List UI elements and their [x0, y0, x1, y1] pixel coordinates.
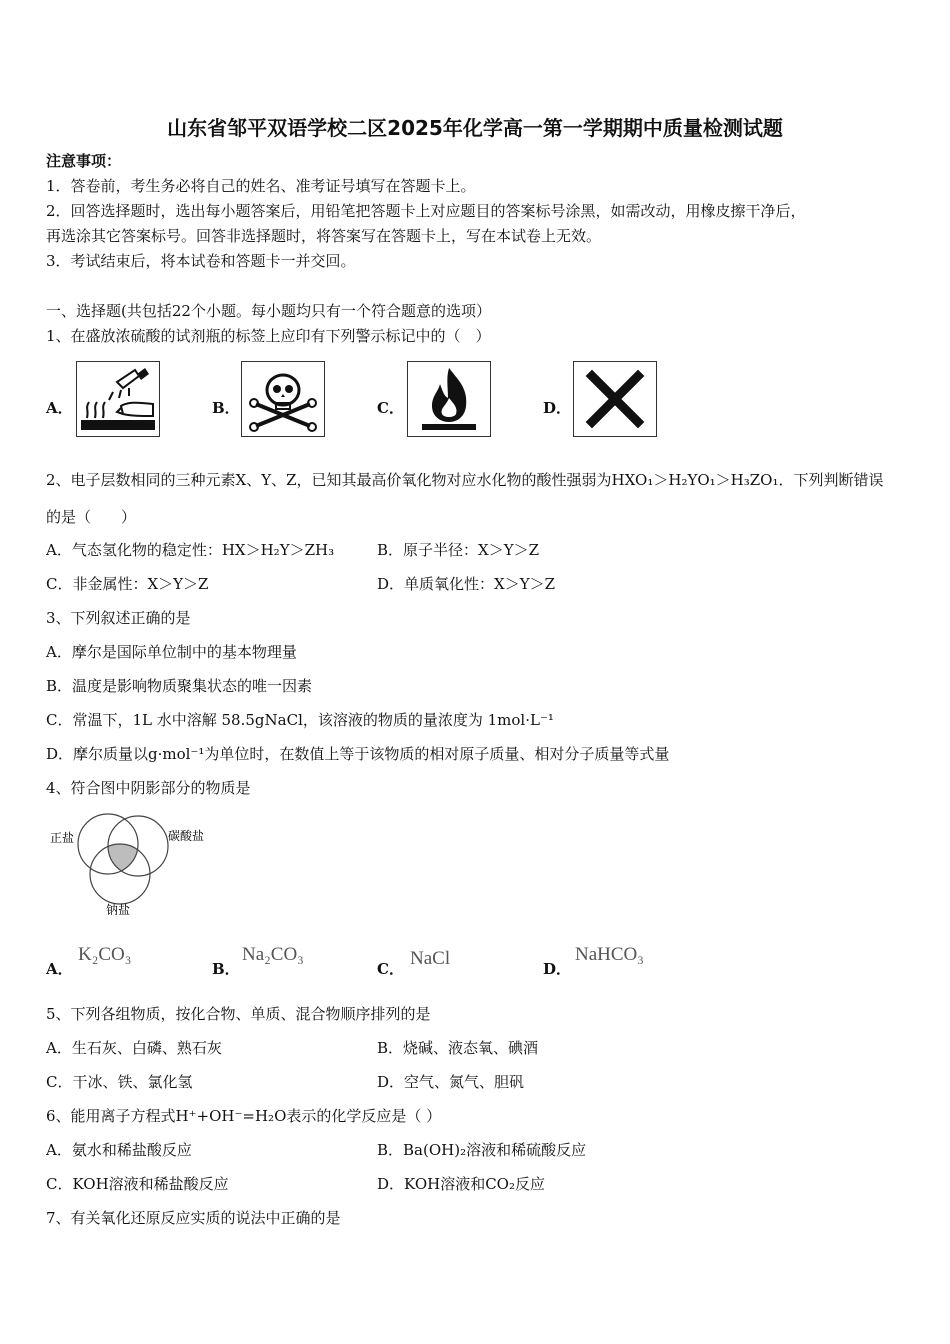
q4-option-a-label: A． [46, 960, 73, 978]
notice-item-1: 1．答卷前，考生务必将自己的姓名、准考证号填写在答题卡上。 [46, 177, 476, 195]
question-1-stem: 1、在盛放浓硫酸的试剂瓶的标签上应印有下列警示标记中的（ ） [46, 327, 491, 345]
venn-diagram-svg [46, 810, 216, 920]
q1-option-d-label: D． [543, 399, 572, 417]
q2-option-b: B．原子半径：X＞Y＞Z [377, 541, 540, 559]
question-2-stem-a: 2、电子层数相同的三种元素X、Y、Z，已知其最高价氧化物对应水化物的酸性强弱为HXO₁＞H₂YO₁＞H₃ZO₁．下列判断错误 [46, 471, 884, 489]
cross-icon [574, 362, 656, 436]
q4-option-d-label: D． [543, 960, 572, 978]
q5-option-d: D．空气、氮气、胆矾 [377, 1073, 525, 1091]
q4-option-b: Na₂CO₃ [242, 944, 304, 965]
q6-option-b: B．Ba(OH)₂溶液和稀硫酸反应 [377, 1141, 587, 1159]
venn-label-bottom: 钠盐 [106, 903, 131, 917]
notice-item-2b: 再选涂其它答案标号。回答非选择题时，将答案写在答题卡上，写在本试卷上无效。 [46, 227, 602, 245]
q3-option-a: A．摩尔是国际单位制中的基本物理量 [46, 643, 297, 661]
question-5-stem: 5、下列各组物质，按化合物、单质、混合物顺序排列的是 [46, 1005, 431, 1023]
q2-option-c: C．非金属性：X＞Y＞Z [46, 575, 209, 593]
venn-diagram [46, 810, 216, 920]
q1-option-a-image [76, 361, 160, 437]
q1-option-c-image [407, 361, 491, 437]
q5-option-b: B．烧碱、液态氧、碘酒 [377, 1039, 539, 1057]
q4-option-a: K₂CO₃ [78, 944, 132, 965]
venn-label-left: 正盐 [50, 831, 75, 845]
q6-option-c: C．KOH溶液和稀盐酸反应 [46, 1175, 229, 1193]
corrosive-icon [77, 362, 159, 436]
q6-option-a: A．氨水和稀盐酸反应 [46, 1141, 192, 1159]
q5-option-c: C．干冰、铁、氯化氢 [46, 1073, 193, 1091]
venn-label-right: 碳酸盐 [168, 829, 205, 843]
q6-option-d: D．KOH溶液和CO₂反应 [377, 1175, 545, 1193]
q2-option-d: D．单质氧化性：X＞Y＞Z [377, 575, 556, 593]
q1-option-b-image [241, 361, 325, 437]
question-4-stem: 4、符合图中阴影部分的物质是 [46, 779, 251, 797]
q4-option-c-label: C． [377, 960, 404, 978]
q1-option-a-label: A． [46, 399, 73, 417]
question-7-stem: 7、有关氧化还原反应实质的说法中正确的是 [46, 1209, 341, 1227]
notice-item-2a: 2．回答选择题时，选出每小题答案后，用铅笔把答题卡上对应题目的答案标号涂黑，如需改动，用橡皮擦干净后， [46, 202, 806, 220]
q3-option-b: B．温度是影响物质聚集状态的唯一因素 [46, 677, 313, 695]
page-title: 山东省邹平双语学校二区2025年化学高一第一学期期中质量检测试题 [167, 116, 783, 140]
section-heading: 一、选择题(共包括22个小题。每小题均只有一个符合题意的选项） [46, 302, 491, 320]
skull-crossbones-icon [242, 362, 324, 436]
q4-option-c: NaCl [410, 948, 451, 969]
notice-heading: 注意事项： [46, 152, 122, 170]
q2-option-a: A．气态氢化物的稳定性：HX＞H₂Y＞ZH₃ [46, 541, 335, 559]
flame-icon [408, 362, 490, 436]
notice-item-3: 3．考试结束后，将本试卷和答题卡一并交回。 [46, 252, 356, 270]
q4-option-d: NaHCO₃ [575, 944, 644, 965]
question-2-stem-b: 的是（ ） [46, 508, 137, 526]
q1-option-b-label: B． [212, 399, 240, 417]
question-6-stem: 6、能用离子方程式H⁺+OH⁻=H₂O表示的化学反应是（ ） [46, 1107, 442, 1125]
question-3-stem: 3、下列叙述正确的是 [46, 609, 191, 627]
q5-option-a: A．生石灰、白磷、熟石灰 [46, 1039, 222, 1057]
q3-option-d: D．摩尔质量以g·mol⁻¹为单位时，在数值上等于该物质的相对原子质量、相对分子质量等式量 [46, 745, 670, 763]
q3-option-c: C．常温下，1L 水中溶解 58.5gNaCl，该溶液的物质的量浓度为 1mol·L⁻¹ [46, 711, 554, 729]
q1-option-d-image [573, 361, 657, 437]
q4-option-b-label: B． [212, 960, 240, 978]
q1-option-c-label: C． [377, 399, 404, 417]
